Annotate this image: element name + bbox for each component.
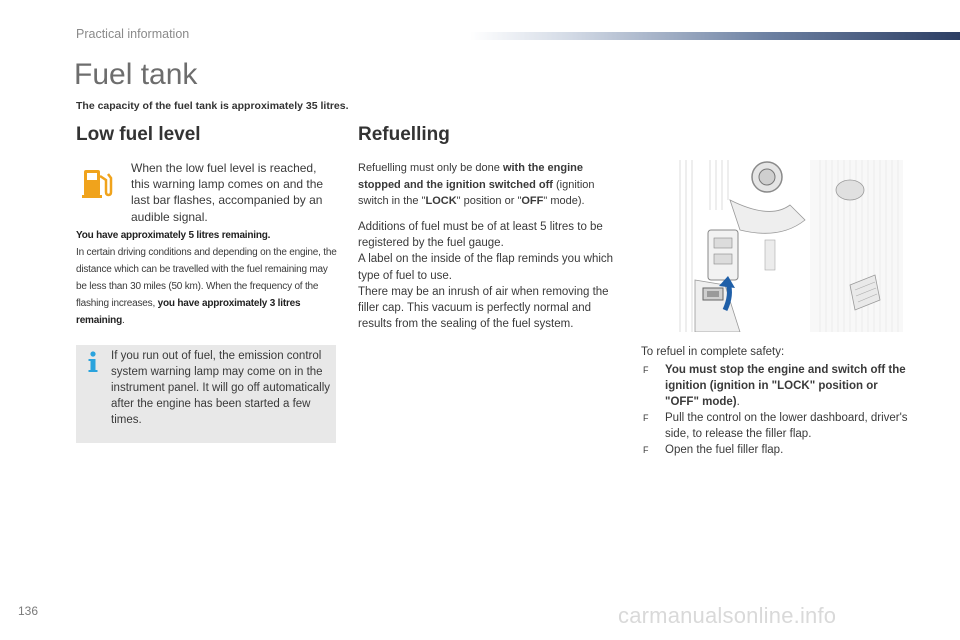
refuelling-paragraph-1 xyxy=(358,160,620,210)
bullet-1-text: You must stop the engine and switch off the ignition (ignition in "LOCK" position or "OFF" mode) xyxy=(665,364,906,408)
safety-bullet-list xyxy=(641,362,911,458)
low-fuel-heading: Low fuel level xyxy=(76,124,201,145)
p1-off: OFF xyxy=(521,195,544,207)
bullet-2-text: Pull the control on the lower dashboard, driver's side, to release the filler flap. xyxy=(665,412,908,440)
bullet-3-text: Open the fuel filler flap. xyxy=(665,444,784,456)
refuelling-heading: Refuelling xyxy=(358,124,450,145)
low-fuel-intro: When the low fuel level is reached, this warning lamp comes on and the last bar flashes, accompanied by an audible signal. xyxy=(131,161,324,224)
list-item xyxy=(641,442,911,458)
p2-line-1: Additions of fuel must be of at least 5 litres to be registered by the fuel gauge. xyxy=(358,221,603,250)
p1-lock: LOCK xyxy=(425,195,457,207)
p1-part-b: with the engine stopped and the ignition switched off xyxy=(358,162,583,191)
p1-part-d: " position or " xyxy=(456,195,522,207)
page-number: 136 xyxy=(18,604,39,618)
info-box-text: If you run out of fuel, the emission control system warning lamp may come on in the instrument panel. It will go off automatically after the engine has been started a few times. xyxy=(111,350,331,426)
watermark: carmanualsonline.info xyxy=(618,603,837,628)
p2-line-3: There may be an inrush of air when removing the filler cap. This vacuum is perfectly normal and results from the sealing of the fuel system. xyxy=(358,285,609,331)
bullet-mark: F xyxy=(643,445,649,455)
fuel-pump-icon xyxy=(80,166,114,200)
p1-part-e: " mode). xyxy=(543,195,585,207)
p1-part-a: Refuelling must only be done xyxy=(358,162,500,174)
list-item xyxy=(641,362,911,410)
section-header: Practical information xyxy=(76,27,190,41)
remaining-fuel-text xyxy=(76,227,338,329)
remaining-bold-2: you have approximately 3 litres remaining xyxy=(76,298,301,326)
refuelling-paragraph-2 xyxy=(358,219,620,332)
bullet-mark: F xyxy=(643,413,649,423)
p2-line-2: A label on the inside of the flap reminds you which type of fuel to use. xyxy=(358,253,614,282)
remaining-bold: You have approximately 5 litres remaining. xyxy=(76,230,271,241)
bullet-mark: F xyxy=(643,365,649,375)
list-item xyxy=(641,410,911,442)
page-title: Fuel tank xyxy=(74,58,198,91)
capacity-note: The capacity of the fuel tank is approximately 35 litres. xyxy=(76,100,349,112)
header-bar xyxy=(470,32,960,40)
remaining-body: In certain driving conditions and depending on the engine, the distance which can be travelled with the fuel remaining may be less than 30 miles (50 km). When the frequency of the flashing increases, xyxy=(76,247,337,309)
remaining-end: . xyxy=(122,315,125,326)
info-icon xyxy=(86,351,100,373)
dashboard-filler-control-illustration xyxy=(670,160,903,332)
p1-part-c: (ignition switch in the " xyxy=(358,178,595,207)
bullet-1-end: . xyxy=(736,396,740,408)
safety-intro: To refuel in complete safety: xyxy=(641,346,785,358)
